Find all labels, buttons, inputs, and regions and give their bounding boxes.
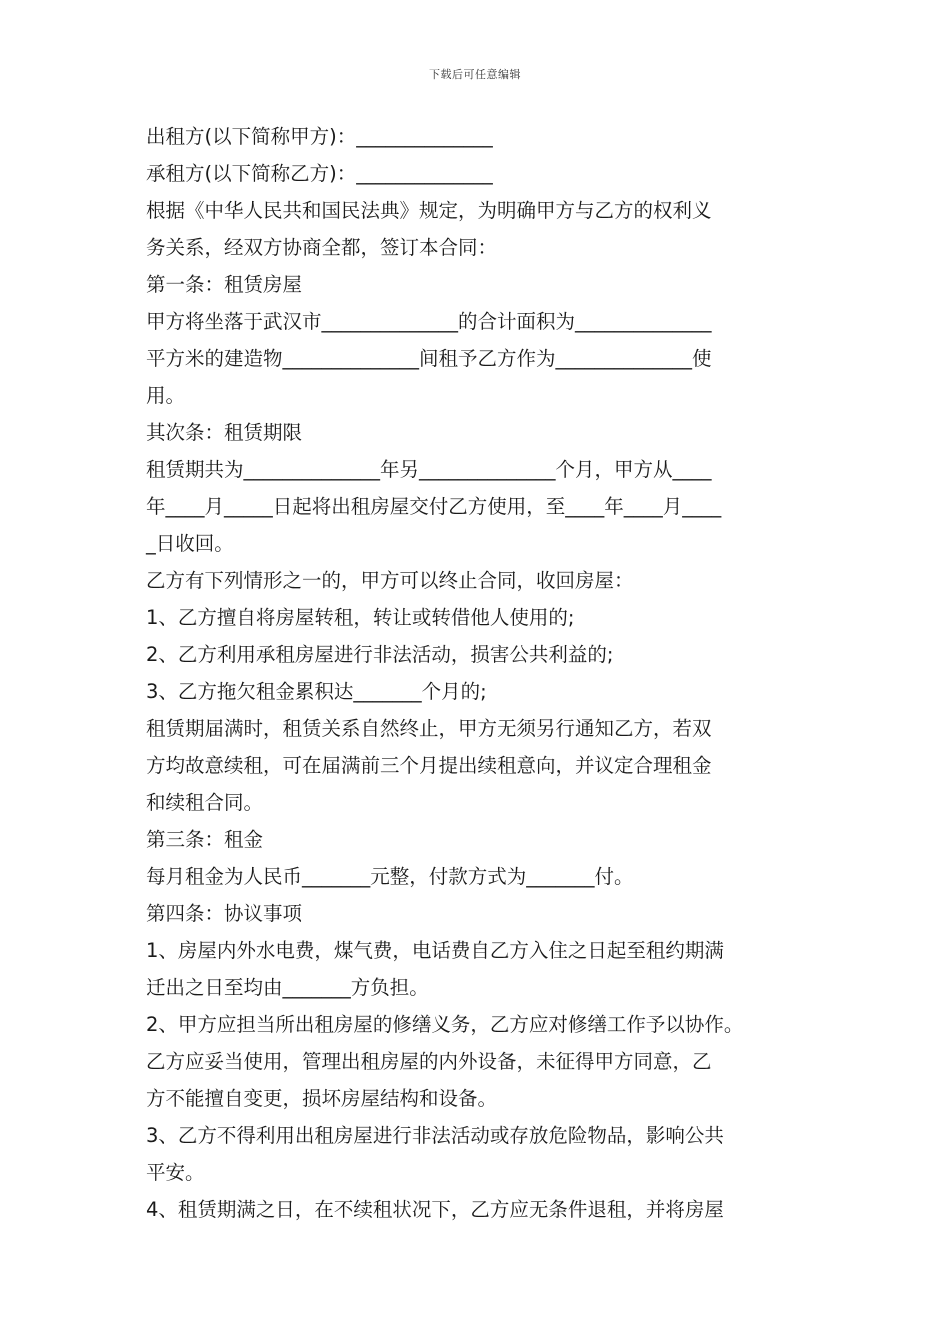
article-4-item-1-line-2: 迁出之日至均由_______方负担。 [146, 976, 429, 999]
article-2-heading: 其次条：租赁期限 [146, 421, 303, 444]
article-4-item-4-line-1: 4、租赁期满之日，在不续租状况下，乙方应无条件退租，并将房屋 [146, 1198, 724, 1221]
termination-intro: 乙方有下列情形之一的，甲方可以终止合同，收回房屋： [146, 569, 634, 592]
article-4-item-3-line-1: 3、乙方不得利用出租房屋进行非法活动或存放危险物品，影响公共 [146, 1124, 724, 1147]
line-lessor: 出租方(以下简称甲方)：______________ [146, 125, 493, 148]
termination-item-3: 3、乙方拖欠租金累积达_______个月的; [146, 680, 487, 703]
article-1-line-1: 甲方将坐落于武汉市______________的合计面积为______________ [146, 310, 712, 333]
article-1-heading: 第一条：租赁房屋 [146, 273, 303, 296]
line-intro-2: 务关系，经双方协商全都，签订本合同： [146, 236, 498, 259]
article-2-line-3: _日收回。 [146, 532, 234, 555]
renewal-line-3: 和续租合同。 [146, 791, 264, 814]
article-1-line-3: 用。 [146, 384, 186, 407]
article-2-line-1: 租赁期共为______________年另______________个月，甲方从____ [146, 458, 712, 481]
document-body [146, 118, 810, 1228]
article-4-item-2-line-2: 乙方应妥当使用，管理出租房屋的内外设备，未征得甲方同意，乙 [146, 1050, 712, 1073]
line-lessee: 承租方(以下简称乙方)：______________ [146, 162, 493, 185]
renewal-line-1: 租赁期届满时，租赁关系自然终止，甲方无须另行通知乙方，若双 [146, 717, 712, 740]
termination-item-2: 2、乙方利用承租房屋进行非法活动，损害公共利益的; [146, 643, 614, 666]
article-4-item-3-line-2: 平安。 [146, 1161, 205, 1184]
article-4-heading: 第四条：协议事项 [146, 902, 303, 925]
article-2-line-2: 年____月_____日起将出租房屋交付乙方使用，至____年____月____ [146, 495, 722, 518]
article-4-item-2-line-3: 方不能擅自变更，损坏房屋结构和设备。 [146, 1087, 498, 1110]
article-4-item-1-line-1: 1、房屋内外水电费，煤气费，电话费自乙方入住之日起至租约期满 [146, 939, 724, 962]
article-4-item-2-line-1: 2、甲方应担当所出租房屋的修缮义务，乙方应对修缮工作予以协作。 [146, 1013, 744, 1036]
termination-item-1: 1、乙方擅自将房屋转租，转让或转借他人使用的; [146, 606, 575, 629]
line-intro-1: 根据《中华人民共和国民法典》规定，为明确甲方与乙方的权利义 [146, 199, 712, 222]
page-header: 下载后可任意编辑 [429, 68, 521, 81]
article-3-heading: 第三条：租金 [146, 828, 264, 851]
article-3-line-1: 每月租金为人民币_______元整，付款方式为_______付。 [146, 865, 634, 888]
article-1-line-2: 平方米的建造物______________间租予乙方作为______________使 [146, 347, 712, 370]
renewal-line-2: 方均故意续租，可在届满前三个月提出续租意向，并议定合理租金 [146, 754, 712, 777]
